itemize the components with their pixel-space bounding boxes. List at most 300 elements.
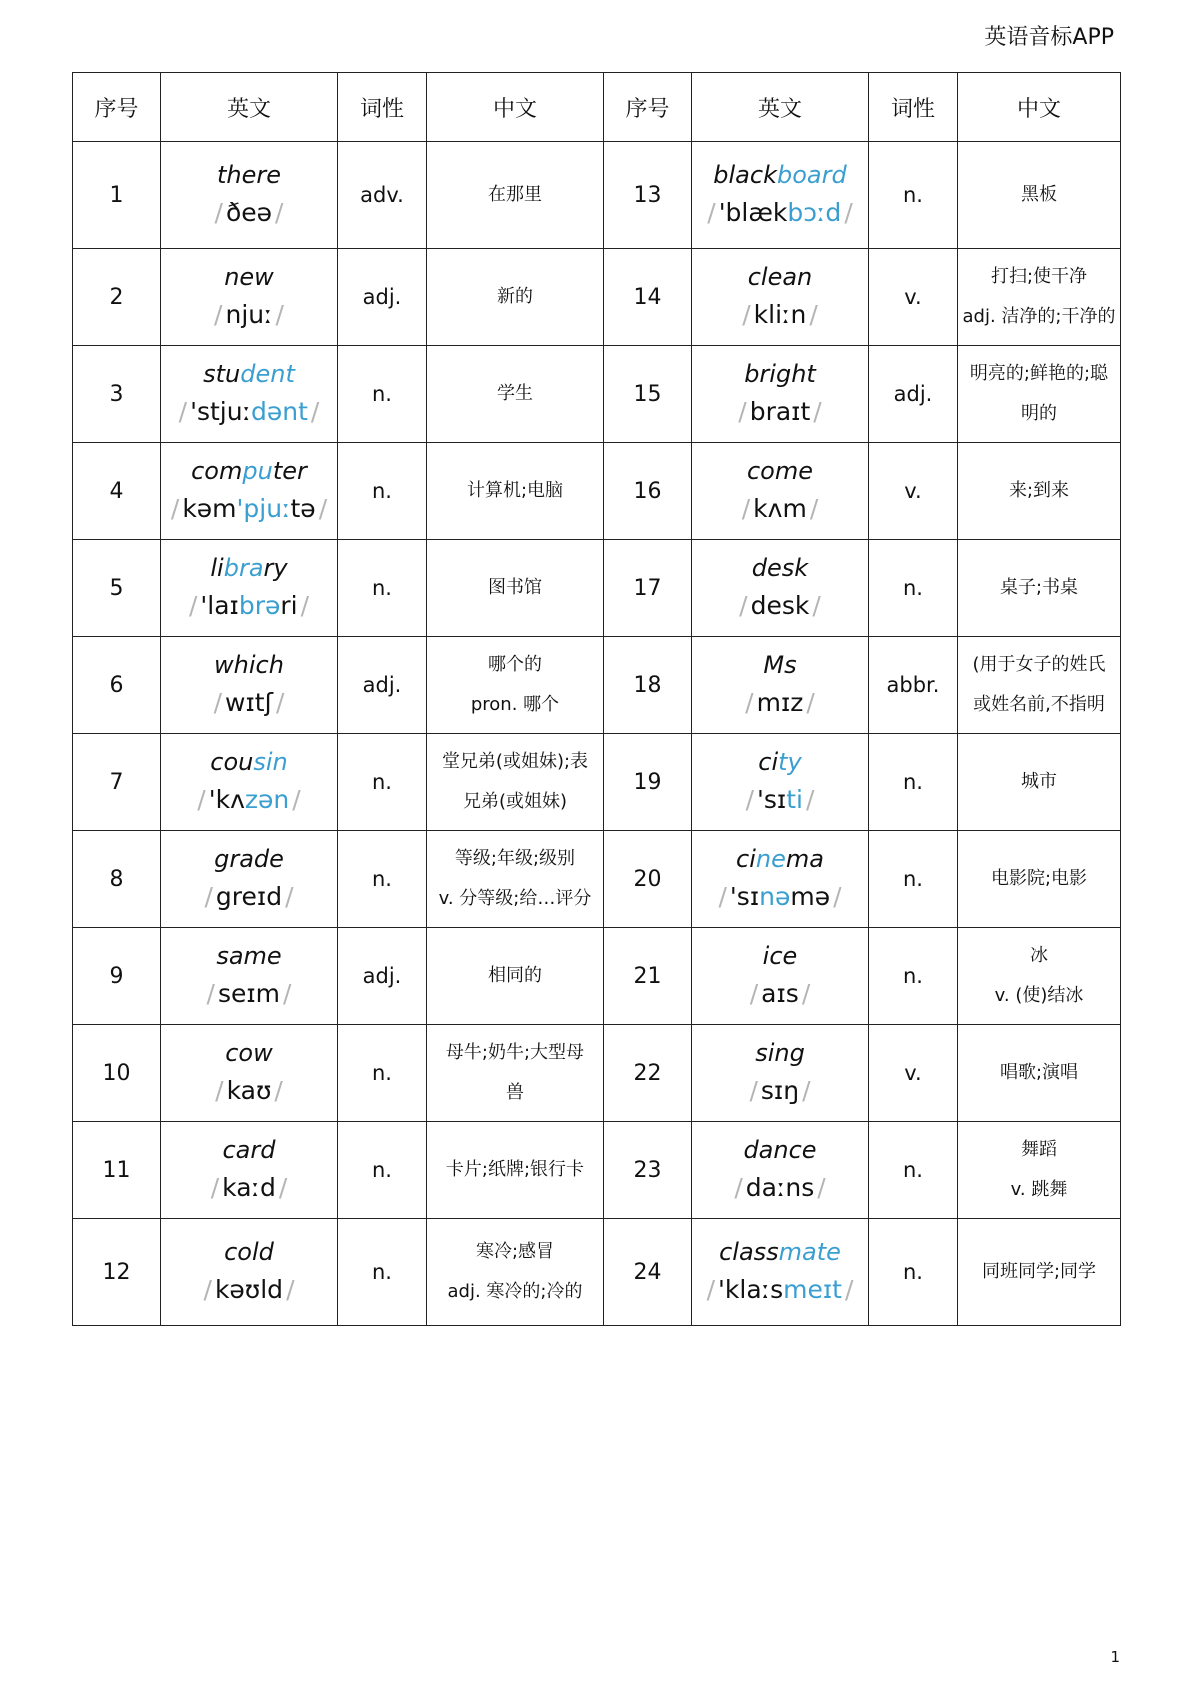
phonetic-slash: /	[203, 1275, 212, 1304]
entry-chinese	[427, 831, 604, 928]
phonetic-part: 'stjuː	[190, 397, 251, 426]
table-row	[73, 831, 1121, 928]
entry-english	[692, 443, 869, 540]
phonetic-part: mə	[790, 882, 831, 911]
chinese-line: 城市	[1021, 771, 1057, 792]
entry-part-of-speech: n.	[338, 540, 427, 637]
entry-phonetic	[696, 683, 864, 723]
entry-chinese	[958, 928, 1121, 1025]
phonetic-slash: /	[178, 397, 188, 426]
entry-chinese	[958, 1025, 1121, 1122]
entry-english	[692, 1122, 869, 1219]
table-row	[73, 928, 1121, 1025]
phonetic-part: kəʊld	[214, 1275, 284, 1304]
entry-part-of-speech: abbr.	[869, 637, 958, 734]
table-row	[73, 637, 1121, 734]
entry-part-of-speech: v.	[869, 249, 958, 346]
word-part: dance	[743, 1136, 817, 1164]
entry-chinese	[427, 1025, 604, 1122]
entry-english	[692, 637, 869, 734]
table-header-row	[73, 73, 1121, 142]
chinese-line: 冰	[1030, 945, 1048, 966]
phonetic-slash: /	[738, 397, 747, 426]
entry-word	[696, 259, 864, 295]
entry-phonetic	[165, 1168, 333, 1208]
phonetic-slash: /	[292, 785, 301, 814]
word-part: ry	[263, 554, 288, 582]
phonetic-slash: /	[206, 979, 215, 1008]
entry-phonetic	[696, 1270, 864, 1310]
chinese-line: 图书馆	[488, 577, 542, 598]
chinese-line: 寒冷;感冒	[475, 1241, 555, 1262]
entry-word	[696, 841, 864, 877]
entry-part-of-speech: v.	[869, 443, 958, 540]
header-number-right: 序号	[604, 73, 692, 142]
word-highlight: sin	[253, 748, 288, 776]
entry-english	[692, 734, 869, 831]
entry-english	[692, 142, 869, 249]
chinese-line: 打扫;使干净	[990, 266, 1088, 287]
phonetic-highlight: bɔːd	[787, 198, 842, 227]
entry-word	[696, 453, 864, 489]
entry-word	[696, 1234, 864, 1270]
entry-phonetic	[696, 780, 864, 820]
entry-number: 10	[73, 1025, 161, 1122]
entry-number: 19	[604, 734, 692, 831]
phonetic-slash: /	[833, 882, 842, 911]
entry-phonetic	[696, 193, 864, 233]
entry-english	[161, 1025, 338, 1122]
entry-number: 13	[604, 142, 692, 249]
entry-chinese	[958, 734, 1121, 831]
phonetic-slash: /	[802, 1076, 811, 1105]
entry-english	[161, 1219, 338, 1326]
phonetic-slash: /	[214, 300, 223, 329]
phonetic-slash: /	[318, 494, 328, 523]
word-part: com	[191, 457, 243, 485]
entry-chinese	[958, 249, 1121, 346]
entry-chinese	[427, 249, 604, 346]
phonetic-part: aɪs	[761, 979, 799, 1008]
entry-phonetic	[696, 392, 864, 432]
entry-english	[161, 142, 338, 249]
word-part: li	[210, 554, 224, 582]
entry-phonetic	[165, 586, 333, 626]
entry-english	[161, 540, 338, 637]
phonetic-part: braɪt	[749, 397, 811, 426]
phonetic-slash: /	[275, 688, 285, 717]
entry-phonetic	[696, 295, 864, 335]
entry-phonetic	[165, 392, 333, 432]
entry-chinese	[427, 1219, 604, 1326]
entry-word	[165, 157, 333, 193]
phonetic-slash: /	[734, 1173, 743, 1202]
header-number-left: 序号	[73, 73, 161, 142]
entry-phonetic	[165, 193, 333, 233]
entry-part-of-speech: n.	[338, 831, 427, 928]
phonetic-slash: /	[275, 300, 284, 329]
entry-phonetic	[696, 1168, 864, 1208]
phonetic-slash: /	[739, 591, 748, 620]
table-row	[73, 1025, 1121, 1122]
chinese-line: 等级;年级;级别	[454, 848, 576, 869]
entry-word	[165, 356, 333, 392]
chinese-line: 在那里	[488, 184, 542, 205]
entry-chinese	[958, 346, 1121, 443]
word-part: ter	[272, 457, 307, 485]
phonetic-slash: /	[809, 300, 818, 329]
entry-part-of-speech: adj.	[338, 637, 427, 734]
entry-phonetic	[696, 1071, 864, 1111]
chinese-line: 舞蹈	[1021, 1139, 1057, 1160]
entry-number: 6	[73, 637, 161, 734]
entry-chinese	[958, 1122, 1121, 1219]
phonetic-slash: /	[742, 300, 751, 329]
entry-english	[692, 1025, 869, 1122]
entry-english	[692, 1219, 869, 1326]
phonetic-highlight: 'pjuː	[236, 494, 291, 523]
phonetic-slash: /	[749, 979, 759, 1008]
entry-word	[696, 744, 864, 780]
word-highlight: pu	[242, 457, 273, 485]
table-row	[73, 142, 1121, 249]
entry-number: 14	[604, 249, 692, 346]
phonetic-slash: /	[809, 494, 819, 523]
phonetic-slash: /	[749, 1076, 758, 1105]
header-chinese-right: 中文	[958, 73, 1121, 142]
phonetic-slash: /	[170, 494, 180, 523]
phonetic-slash: /	[310, 397, 320, 426]
entry-chinese	[958, 831, 1121, 928]
table-row	[73, 346, 1121, 443]
phonetic-slash: /	[300, 591, 310, 620]
entry-word	[696, 647, 864, 683]
phonetic-slash: /	[817, 1173, 826, 1202]
chinese-line: 黑板	[1021, 184, 1057, 205]
app-title: 英语音标APP	[984, 25, 1114, 50]
entry-english	[692, 346, 869, 443]
word-highlight: ne	[755, 845, 786, 873]
phonetic-slash: /	[805, 785, 815, 814]
phonetic-slash: /	[706, 1275, 716, 1304]
entry-number: 24	[604, 1219, 692, 1326]
word-part: ma	[785, 845, 824, 873]
chinese-line: 来;到来	[1008, 480, 1070, 501]
word-highlight: mate	[778, 1238, 841, 1266]
entry-phonetic	[165, 295, 333, 335]
entry-english	[692, 928, 869, 1025]
phonetic-slash: /	[197, 785, 206, 814]
vocabulary-table	[72, 72, 1121, 1326]
entry-word	[165, 259, 333, 295]
phonetic-part: seɪm	[217, 979, 281, 1008]
chinese-line: v. (使)结冰	[994, 985, 1084, 1006]
entry-number: 22	[604, 1025, 692, 1122]
chinese-line: 唱歌;演唱	[999, 1062, 1079, 1083]
phonetic-slash: /	[213, 688, 223, 717]
entry-part-of-speech: n.	[869, 1219, 958, 1326]
table-row	[73, 443, 1121, 540]
chinese-line: 哪个的	[488, 654, 542, 675]
entry-part-of-speech: n.	[338, 1122, 427, 1219]
entry-part-of-speech: n.	[869, 142, 958, 249]
entry-chinese	[958, 142, 1121, 249]
phonetic-part: tə	[290, 494, 316, 523]
entry-english	[161, 637, 338, 734]
entry-word	[165, 647, 333, 683]
entry-chinese	[427, 142, 604, 249]
phonetic-slash: /	[813, 397, 822, 426]
chinese-line: 卡片;纸牌;银行卡	[445, 1159, 585, 1180]
word-part: bright	[744, 360, 816, 388]
entry-english	[161, 734, 338, 831]
chinese-line: 兄弟(或姐妹)	[462, 791, 568, 812]
entry-chinese	[958, 637, 1121, 734]
page-number: 1	[1110, 1648, 1120, 1666]
phonetic-part: desk	[750, 591, 810, 620]
table-row	[73, 1219, 1121, 1326]
phonetic-slash: /	[718, 882, 727, 911]
entry-part-of-speech: n.	[869, 734, 958, 831]
chinese-line: 或姓名前,不指明	[973, 694, 1105, 715]
entry-part-of-speech: adj.	[338, 249, 427, 346]
entry-phonetic	[696, 489, 864, 529]
phonetic-highlight: zən	[244, 785, 290, 814]
entry-phonetic	[165, 780, 333, 820]
chinese-line: 电影院;电影	[990, 868, 1088, 889]
phonetic-part: 'blæk	[718, 198, 788, 227]
word-part: card	[222, 1136, 276, 1164]
entry-part-of-speech: n.	[338, 346, 427, 443]
word-part: clean	[747, 263, 813, 291]
phonetic-highlight: ti	[786, 785, 803, 814]
entry-word	[165, 453, 333, 489]
phonetic-part: greɪd	[215, 882, 283, 911]
phonetic-part: 'sɪ	[757, 785, 787, 814]
word-part: ci	[736, 845, 756, 873]
phonetic-highlight: nə	[759, 882, 791, 911]
entry-word	[696, 157, 864, 193]
chinese-line: 同班同学;同学	[981, 1261, 1097, 1282]
phonetic-part: daːns	[745, 1173, 815, 1202]
chinese-line: adj. 洁净的;干净的	[962, 306, 1116, 327]
word-part: Ms	[763, 651, 797, 679]
entry-chinese	[427, 346, 604, 443]
chinese-line: adj. 寒冷的;冷的	[447, 1281, 583, 1302]
phonetic-slash: /	[214, 198, 223, 227]
phonetic-highlight: brə	[238, 591, 281, 620]
entry-english	[692, 540, 869, 637]
phonetic-slash: /	[274, 1076, 283, 1105]
entry-chinese	[427, 637, 604, 734]
word-part: new	[224, 263, 274, 291]
entry-chinese	[958, 540, 1121, 637]
chinese-line: v. 分等级;给…评分	[438, 888, 592, 909]
phonetic-highlight: meɪt	[783, 1275, 842, 1304]
entry-phonetic	[165, 683, 333, 723]
entry-english	[692, 831, 869, 928]
phonetic-slash: /	[285, 882, 294, 911]
phonetic-part: kʌm	[753, 494, 807, 523]
phonetic-slash: /	[707, 198, 716, 227]
entry-number: 17	[604, 540, 692, 637]
entry-part-of-speech: n.	[338, 734, 427, 831]
phonetic-slash: /	[844, 198, 853, 227]
entry-word	[165, 841, 333, 877]
entry-part-of-speech: n.	[869, 831, 958, 928]
word-part: stu	[203, 360, 241, 388]
entry-number: 18	[604, 637, 692, 734]
phonetic-highlight: dənt	[251, 397, 308, 426]
phonetic-part: ri	[280, 591, 298, 620]
phonetic-slash: /	[188, 591, 198, 620]
chinese-line: v. 跳舞	[1010, 1179, 1068, 1200]
chinese-line: pron. 哪个	[470, 694, 560, 715]
word-highlight: dent	[240, 360, 295, 388]
phonetic-slash: /	[844, 1275, 854, 1304]
chinese-line: 新的	[497, 286, 533, 307]
entry-number: 11	[73, 1122, 161, 1219]
entry-number: 9	[73, 928, 161, 1025]
header-english-right: 英文	[692, 73, 869, 142]
entry-chinese	[427, 928, 604, 1025]
word-part: cou	[210, 748, 254, 776]
entry-number: 23	[604, 1122, 692, 1219]
phonetic-part: 'laɪ	[200, 591, 239, 620]
table-row	[73, 249, 1121, 346]
word-part: desk	[751, 554, 809, 582]
phonetic-part: kaːd	[222, 1173, 276, 1202]
chinese-line: 堂兄弟(或姐妹);表	[441, 751, 589, 772]
word-part: class	[719, 1238, 779, 1266]
entry-word	[165, 938, 333, 974]
word-highlight: bra	[223, 554, 264, 582]
entry-number: 8	[73, 831, 161, 928]
chinese-line: 相同的	[488, 965, 542, 986]
entry-word	[696, 356, 864, 392]
phonetic-slash: /	[278, 1173, 288, 1202]
entry-english	[161, 346, 338, 443]
word-part: black	[713, 161, 777, 189]
table-row	[73, 540, 1121, 637]
chinese-line: 计算机;电脑	[466, 480, 564, 501]
entry-part-of-speech: adv.	[338, 142, 427, 249]
phonetic-part: kəm	[182, 494, 237, 523]
phonetic-slash: /	[210, 1173, 220, 1202]
entry-number: 7	[73, 734, 161, 831]
phonetic-part: wɪtʃ	[225, 688, 273, 717]
word-highlight: board	[776, 161, 847, 189]
entry-word	[696, 938, 864, 974]
phonetic-slash: /	[283, 979, 292, 1008]
entry-number: 21	[604, 928, 692, 1025]
entry-english	[161, 443, 338, 540]
entry-part-of-speech: adj.	[869, 346, 958, 443]
entry-number: 2	[73, 249, 161, 346]
chinese-line: 学生	[497, 383, 533, 404]
table-row	[73, 734, 1121, 831]
chinese-line: 母牛;奶牛;大型母	[445, 1042, 585, 1063]
entry-word	[696, 1132, 864, 1168]
entry-chinese	[427, 734, 604, 831]
chinese-line: 明亮的;鲜艳的;聪	[969, 363, 1109, 384]
entry-chinese	[958, 1219, 1121, 1326]
phonetic-part: mɪz	[756, 688, 804, 717]
phonetic-slash: /	[286, 1275, 295, 1304]
phonetic-slash: /	[812, 591, 821, 620]
phonetic-slash: /	[275, 198, 284, 227]
phonetic-part: kliːn	[753, 300, 807, 329]
entry-english	[161, 831, 338, 928]
chinese-line: 明的	[1021, 403, 1057, 424]
phonetic-part: 'kʌ	[208, 785, 245, 814]
entry-phonetic	[165, 489, 333, 529]
phonetic-slash: /	[801, 979, 811, 1008]
entry-number: 3	[73, 346, 161, 443]
entry-phonetic	[165, 1071, 333, 1111]
entry-part-of-speech: n.	[869, 540, 958, 637]
entry-number: 5	[73, 540, 161, 637]
entry-word	[696, 550, 864, 586]
word-part: which	[214, 651, 284, 679]
entry-english	[692, 249, 869, 346]
header-english-left: 英文	[161, 73, 338, 142]
entry-word	[165, 550, 333, 586]
table-body	[73, 142, 1121, 1326]
header-pos-right: 词性	[869, 73, 958, 142]
entry-part-of-speech: n.	[338, 1219, 427, 1326]
phonetic-slash: /	[741, 494, 751, 523]
entry-word	[165, 1035, 333, 1071]
word-part: there	[216, 161, 282, 189]
chinese-line: (用于女子的姓氏	[972, 654, 1106, 675]
phonetic-slash: /	[745, 688, 754, 717]
phonetic-part: sɪŋ	[760, 1076, 800, 1105]
phonetic-part: kaʊ	[226, 1076, 272, 1105]
header-pos-left: 词性	[338, 73, 427, 142]
entry-part-of-speech: n.	[338, 443, 427, 540]
chinese-line: 兽	[506, 1082, 524, 1103]
word-part: grade	[214, 845, 284, 873]
entry-word	[165, 1234, 333, 1270]
entry-number: 20	[604, 831, 692, 928]
entry-phonetic	[696, 974, 864, 1014]
entry-phonetic	[165, 877, 333, 917]
entry-number: 1	[73, 142, 161, 249]
chinese-line: 桌子;书桌	[999, 577, 1079, 598]
entry-part-of-speech: adj.	[338, 928, 427, 1025]
phonetic-part: njuː	[225, 300, 273, 329]
entry-number: 4	[73, 443, 161, 540]
entry-phonetic	[696, 586, 864, 626]
header-chinese-left: 中文	[427, 73, 604, 142]
entry-word	[165, 744, 333, 780]
word-part: cow	[225, 1039, 273, 1067]
phonetic-part: 'klaːs	[718, 1275, 784, 1304]
entry-phonetic	[165, 1270, 333, 1310]
entry-chinese	[958, 443, 1121, 540]
entry-number: 15	[604, 346, 692, 443]
phonetic-slash: /	[806, 688, 815, 717]
entry-part-of-speech: n.	[338, 1025, 427, 1122]
entry-number: 12	[73, 1219, 161, 1326]
phonetic-part: 'sɪ	[729, 882, 760, 911]
entry-chinese	[427, 540, 604, 637]
phonetic-part: ðeə	[225, 198, 273, 227]
phonetic-slash: /	[204, 882, 213, 911]
entry-part-of-speech: n.	[869, 928, 958, 1025]
entry-phonetic	[696, 877, 864, 917]
